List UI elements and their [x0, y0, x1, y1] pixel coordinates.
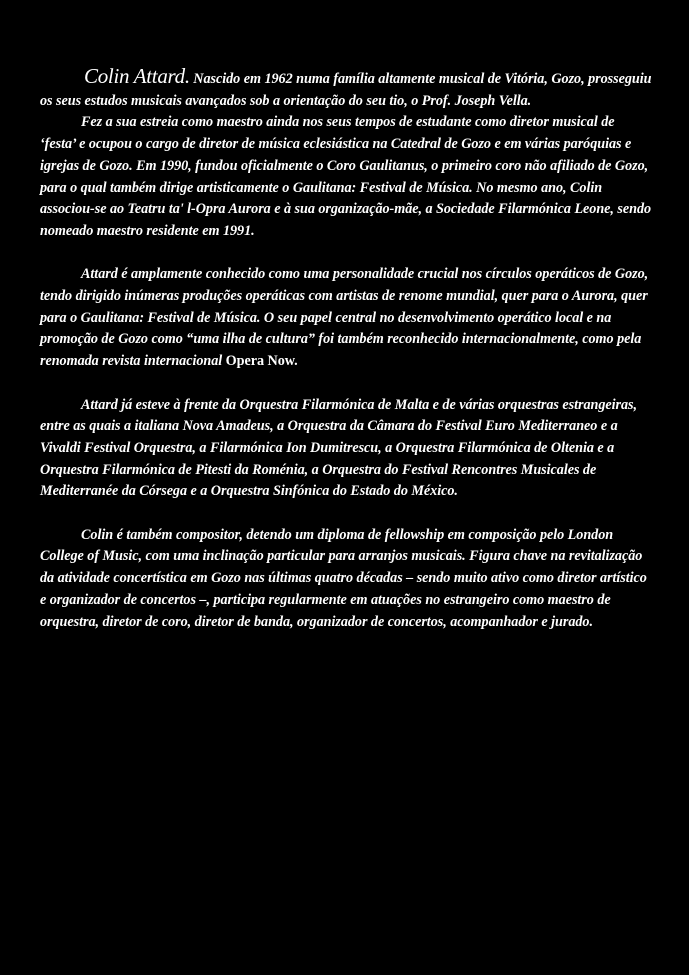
- paragraph-intro-text: Nascido em 1962 numa família altamente musical de Vitória, Gozo, prosseguiu os seus estudos musicais avançados sob a orientação do seu tio, o Prof. Joseph Vella.: [40, 71, 652, 109]
- paragraph-orchestras: [40, 395, 652, 504]
- paragraph-intro: [40, 66, 652, 112]
- paragraph-spacer: [40, 373, 652, 395]
- paragraph-composer-text: Colin é também compositor, detendo um diploma de fellowship em composição pelo London College of Music, com uma inclinação particular para arranjos musicais. Figura chave na revitalização da atividade concertística em Gozo nas últimas quatro décadas – sendo muito ativo como diretor artístico e organizador de concertos –, participa regularmente em atuações no estrangeiro como maestro de orquestra, diretor de coro, diretor de banda, organizador de concertos, acompanhador e jurado.: [40, 526, 647, 630]
- paragraph-spacer: [40, 243, 652, 265]
- paragraph-composer: [40, 525, 652, 634]
- paragraph-debut-text: Fez a sua estreia como maestro ainda nos seus tempos de estudante como diretor musical de ‘festa’ e ocupou o cargo de diretor de música eclesiástica na Catedral de Gozo e em várias paróquias e igrejas de Gozo. Em 1990, fundou oficialmente o Coro Gaulitanus, o primeiro coro não afiliado de Gozo, para o qual também dirige artisticamente o Gaulitana: Festival de Música. No mesmo ano, Colin associou-se ao Teatru ta' l-Opra Aurora e à sua organização-mãe, a Sociedade Filarmónica Leone, sendo nomeado maestro residente em 1991.: [40, 114, 652, 239]
- paragraph-orchestras-text: Attard já esteve à frente da Orquestra Filarmónica de Malta e de várias orquestras estrangeiras, entre as quais a italiana Nova Amadeus, a Orquestra da Câmara do Festival Euro Mediterraneo e a Vivaldi Festival Orquestra, a Filarmónica Ion Dumitrescu, a Orquestra Filarmónica de Oltenia e a Orquestra Filarmónica de Pitesti da Roménia, a Orquestra do Festival Rencontres Musicales de Mediterranée da Córsega e a Orquestra Sinfónica do Estado do México.: [40, 396, 638, 500]
- person-name: Colin Attard.: [84, 64, 190, 88]
- paragraph-opera: [40, 264, 652, 373]
- magazine-title: Opera Now.: [225, 353, 298, 370]
- paragraph-debut: [40, 112, 652, 242]
- paragraph-spacer: [40, 503, 652, 525]
- biography-text: [40, 66, 652, 633]
- paragraph-opera-text: Attard é amplamente conhecido como uma personalidade crucial nos círculos operáticos de Gozo, tendo dirigido inúmeras produções operáticas com artistas de renome mundial, quer para o Aurora, quer para o Gaulitana: Festival de Música. O seu papel central no desenvolvimento operático local e na promoção de Gozo como “uma ilha de cultura” foi também reconhecido internacionalmente, como pela renomada revista internacional: [40, 266, 649, 370]
